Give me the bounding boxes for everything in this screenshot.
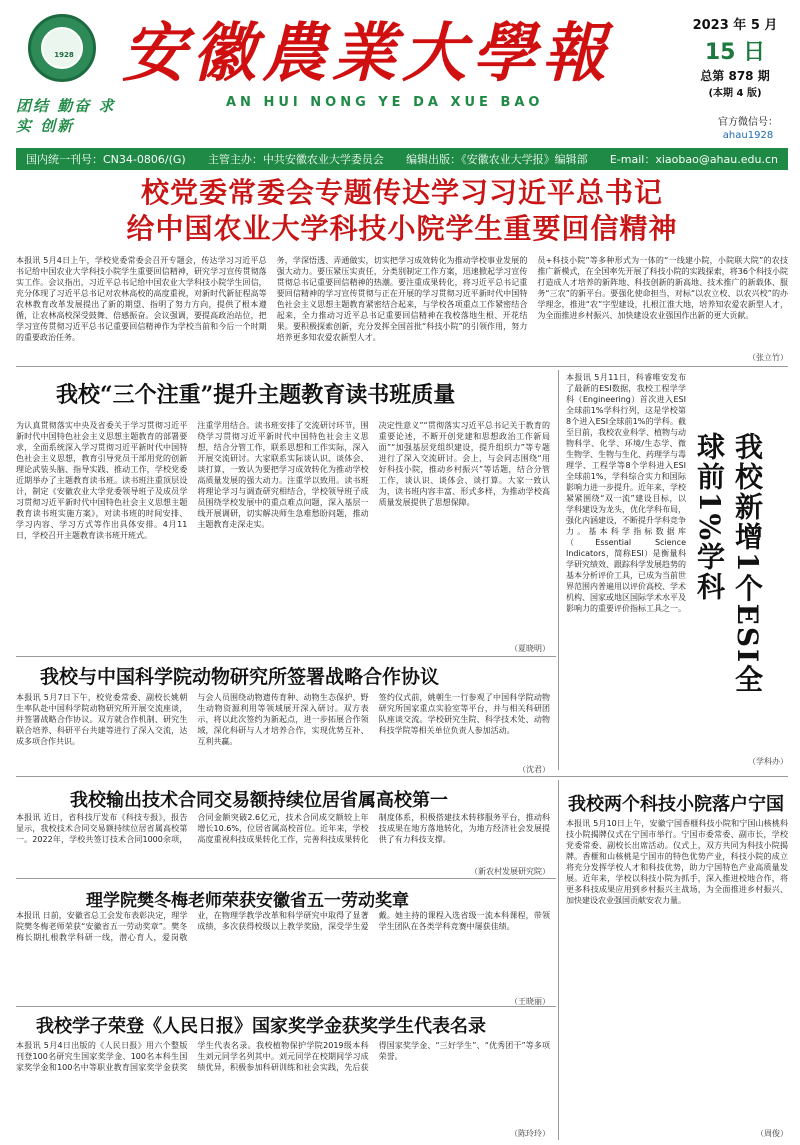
lead-col-1: 本报讯 5月4日上午，学校党委常委会召开专题会，传达学习习近平总书记给中国农业大学科技小院学生重要回信精神，研究学习宣传贯彻落实工作。会议指出，习近平总书记给中国农业大学科技小院学生回信，充分体现了习近平总书记对农林高校的高度重视，对新时代新征程高等农林教育改革发展提出了新的期望、指明了努力方向，提供了根本遵循，让农林高校深受鼓舞、倍感振奋。会议强调，要提高政治站位，把学习宣传贯彻习近平总书记重要回信精神作为学校当前和今后一个时期的重要政治任务。: [16, 256, 267, 342]
esi-vertical-headline: 我校新增1个ESI全球前1%学科: [693, 432, 764, 695]
lead-col-2: 务，学深悟透、弄通做实，切实把学习成效转化为推动学校事业发展的强大动力。要压紧压实责任，分类别制定工作方案，迅速掀起学习宣传贯彻总书记重要回信精神的热潮。要注重成果转化，将习近平总书记重要回信精神的学习宣传贯彻与正在开展的学习贯彻习近平新时代中国特色社会主义思想主题教育紧密结合起来，与学校各项重点工作紧密结合起来，全力推动习近平总书记重要回信精神在我校落地生根、开花结果。要积极探索创新，充分发挥全国首批“科技小院”的引领作用，努力培养更多知农爱农新型人才。: [276, 256, 528, 342]
lead-headline-line-1: 校党委常委会专题传达学习习近平总书记: [140, 176, 663, 209]
divider: [558, 370, 559, 770]
study-col-2: 注重学用结合。读书班安排了交流研讨环节，围绕学习贯彻习近平新时代中国特色社会主义思想，结合分管工作，联系思想和工作实际，深入开展交流研讨。大家联系实际谈认识、谈体会、谈打算，一致认为要把学习成效转化为推动学校高质量发展的强大动力。注重学以致用。读书班将理论学习与调查研究相结合，学校领导班子成员围绕学校发展中的重点难点问题，深入基层一线开展调研，切实解决师生急难愁盼问题，推动主题教育走深走实。: [197, 421, 369, 529]
newspaper-pinyin: AN HUI NONG YE DA XUE BAO: [226, 95, 544, 110]
coop-col-3: 签约仪式前，姚朝生一行参观了中国科学院动物研究所国家重点实验室等平台，并与相关科研团队座谈交流。学校研究生院、科学技术处、动物科技学院等相关单位负责人参加活动。: [378, 693, 550, 735]
lead-headline: [16, 175, 788, 247]
labor-signature: （王晓丽）: [510, 997, 550, 1006]
lead-headline-line-2: 给中国农业大学科技小院学生重要回信精神: [126, 212, 678, 245]
coop-headline: 我校与中国科学院动物研究所签署战略合作协议: [40, 666, 440, 688]
study-article: [16, 420, 550, 642]
yard-headline: 我校两个科技小院落户宁国: [568, 794, 784, 815]
masthead: [0, 0, 800, 148]
divider: [16, 1006, 556, 1007]
labor-article: 本报讯 日前，安徽省总工会发布表彰决定，理学院樊冬梅老师荣获“安徽省五一劳动奖章”。樊冬梅长期扎根教学科研一线，潜心育人，爱岗敬业，在物理学教学改革和科学研究中取得了显著成绩，多次获得校级以上教学奖励，深受学生爱戴。她主持的课程入选省级一流本科课程，带领学生团队在各类学科竞赛中屡获佳绩。: [16, 911, 550, 942]
coop-col-2: 与会人员围绕动物遗传育种、动物生态保护、野生动物资源利用等领域展开深入研讨。双方表示，将以此次签约为新起点，进一步拓展合作领域，深化科研与人才培养合作，实现优势互补、互利共赢。: [197, 693, 369, 746]
coop-signature: （沈君）: [518, 765, 550, 774]
esi-signature: （学科办）: [748, 757, 788, 766]
tech-signature: （新农村发展研究院）: [470, 867, 550, 876]
rmrb-headline: 我校学子荣登《人民日报》国家奖学金获奖学生代表名录: [36, 1016, 486, 1037]
tech-article: 本报讯 近日，省科技厅发布《科技专报》，报告显示，我校技术合同交易额持续位居省属高校第一。2022年，学校共签订技术合同1000余项，合同金额突破2.6亿元，技术合同成交额较上年增长10.6%，位居省属高校首位。近年来，学校高度重视科技成果转化工作，完善科技成果转化制度体系，积极搭建技术转移服务平台，推动科技成果在地方落地转化，为地方经济社会发展提供了有力科技支撑。: [16, 813, 550, 844]
tech-headline: 我校输出技术合同交易额持续位居省属高校第一: [70, 790, 448, 811]
date-day: 15 日: [704, 40, 766, 65]
university-logo: [28, 14, 96, 82]
logo-year: 1928: [54, 51, 74, 59]
lead-col-3: 员+科技小院”等多种形式为一体的“一线建小院，小院联大院”的农技推广新模式，在全国率先开展了科技小院的实践探索，将36个科技小院打造成人才培养的新阵地、科技创新的新高地、技术推广的新载体、服务“三农”的新平台。要强化使命担当，对标“以农立校、以农兴校”的办学理念，推进“农”字型建设，扎根江淮大地，培养知农爱农新型人才，为全面推进乡村振兴、加快建设农业强国作出新的更大贡献。: [537, 256, 789, 320]
divider: [558, 780, 559, 1140]
wechat-id: ahau1928: [722, 130, 774, 141]
rmrb-article: 本报讯 5月4日出版的《人民日报》用六个整版刊登100名研究生国家奖学金、100名本科生国家奖学金和100名中等职业教育国家奖学金获奖学生代表名录。我校植物保护学院2019级本科生刘元同学名列其中。刘元同学在校期间学习成绩优异，积极参加科研训练和社会实践，先后获得国家奖学金、“三好学生”、“优秀团干”等多项荣誉。: [16, 1041, 550, 1072]
logo-seal-icon: [41, 27, 83, 69]
editor-info: 编辑出版：《安徽农业大学报》编辑部: [406, 153, 588, 166]
esi-article-bottom: [566, 605, 788, 755]
newspaper-title: 安徽農業大學報: [122, 16, 612, 91]
esi-article-top: 本报讯 5月11日，科睿唯安发布了最新的ESI数据，我校工程学学科（Engineering）首次进入ESI全球前1%学科行列，这是学校第8个进入ESI全球前1%的学科。截至目前，我校农业科学、植物与动物科学、化学、环境/生态学、微生物学、生物与生化、药理学与毒理学、工程学等8个学科进入ESI全球前1%，学科综合实力和国际影响力进一步提升。近年来，学校紧紧围绕“双一流”建设目标，以学科建设为龙头，优化学科布局，强化内涵建设，不断提升学科竞争力。基本科学指标数据库（Essential Science Indicators，简称ESI）是衡量科学研究绩效、跟踪科学发展趋势的基本分析评价工具，已成为当前世界范围内普遍用以评价高校、学术机构、国家或地区国际学术水平及影响力的重要评价指标工具之一。: [566, 373, 686, 613]
coop-col-1: 本报讯 5月7日下午，校党委常委、副校长姚朝生率队赴中国科学院动物研究所开展交流座谈，并签署战略合作协议。双方就合作机制、研究生联合培养、科研平台共建等进行了深入交流，达成多项合作共识。: [16, 693, 188, 746]
issue-sub: (本期 4 版): [708, 88, 762, 99]
lead-article: [16, 255, 788, 353]
divider: [16, 878, 556, 879]
sponsor-info: 主管主办：中共安徽农业大学委员会: [207, 153, 384, 166]
divider: [16, 656, 556, 657]
issue-total: 总第 878 期: [700, 69, 770, 83]
study-headline: 我校“三个注重”提升主题教育读书班质量: [56, 382, 456, 408]
coop-article: [16, 692, 550, 764]
yard-article: 本报讯 5月10日上午，安徽宁国香榧科技小院和宁国山核桃科技小院揭牌仪式在宁国市举行。宁国市委常委、副市长，学校党委常委、副校长出席活动。仪式上，双方共同为科技小院揭牌。香榧和山核桃是宁国市的特色优势产业，科技小院的成立将充分发挥学校人才和科技优势，助力宁国特色产业高质量发展。近年来，学校以科技小院为抓手，深入推进校地合作，将更多科技成果应用到乡村振兴主战场，为全面推进乡村振兴、加快建设农业强国贡献安农力量。: [566, 819, 788, 905]
wechat-info: [700, 116, 796, 142]
rmrb-signature: （陈玲玲）: [510, 1129, 550, 1138]
study-signature: （夏晓明）: [510, 644, 550, 653]
email-info: E-mail：xiaobao@ahau.edu.cn: [609, 153, 778, 166]
date-year-month: 2023 年 5 月: [692, 18, 778, 33]
issn-number: 国内统一刊号：CN34-0806/(G): [26, 153, 186, 166]
lead-signature: （张立竹）: [748, 353, 788, 362]
publication-info-bar: [16, 148, 788, 170]
yard-signature: （周俊）: [756, 1129, 788, 1138]
school-motto: 团结 勤奋 求实 创新: [16, 97, 116, 135]
divider: [16, 366, 788, 367]
study-col-1: 为认真贯彻落实中央及省委关于学习贯彻习近平新时代中国特色社会主义思想主题教育的部署要求，全面系统深入学习贯彻习近平新时代中国特色社会主义思想，教育引导党员干部用党的创新理论武装头脑、指导实践、推动工作，学校党委近期举办了主题教育读书班。读书班注重顶层设计，制定《安徽农业大学党委领导班子及成员学习贯彻习近平新时代中国特色社会主义思想主题教育读书班实施方案》，对读书班的时间安排、学习内容、学习方式等作出具体安排。4月11日，学校召开主题教育读书班开班式。: [16, 421, 188, 540]
date-block: [680, 14, 790, 99]
divider: [16, 776, 788, 777]
wechat-label: 官方微信号：: [718, 117, 778, 128]
labor-headline: 理学院樊冬梅老师荣获安徽省五一劳动奖章: [86, 891, 409, 911]
study-col-3: 决定性意义”“贯彻落实习近平总书记关于教育的重要论述，不断开创党建和思想政治工作新局面”“加强基层党组织建设，提升组织力”等专题进行了深入交流研讨。会上，与会同志围绕“用好科技小院，推动乡村振兴”等话题，结合分管工作，谈认识、谈体会、谈打算。大家一致认为，读书班内容丰富、形式多样，为推动学校高质量发展提供了思想保障。: [378, 421, 550, 507]
